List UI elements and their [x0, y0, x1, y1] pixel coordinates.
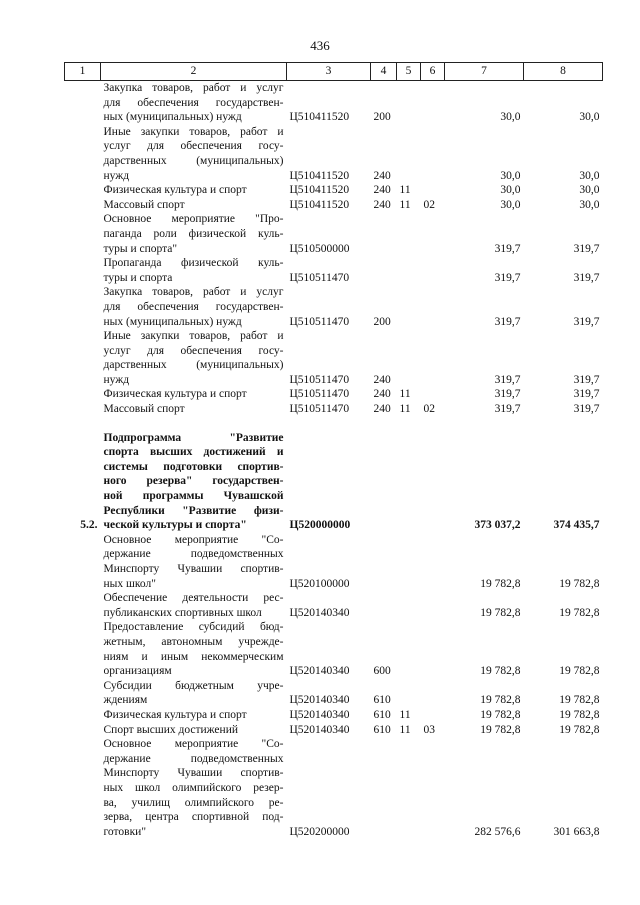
row-name [101, 431, 287, 533]
name-line: Закупка товаров, работ и услуг [103, 286, 284, 299]
name-line: ниям и иным некоммерческим [103, 650, 284, 663]
name-line: ных школ" [103, 577, 156, 590]
name-line: держание подведомственных [103, 548, 284, 561]
amount-col7: 373 037,2 [474, 519, 521, 532]
section-code [397, 125, 421, 183]
name-line: ного резерва" государствен- [103, 475, 284, 488]
expense-type: 600 [373, 665, 391, 678]
table-row [65, 387, 603, 402]
expense-type: 240 [373, 169, 391, 182]
row-number [65, 708, 101, 723]
expense-type [371, 737, 397, 839]
subsection-code: 02 [423, 198, 435, 211]
amount-col8: 19 782,8 [559, 665, 600, 678]
section-code [397, 256, 421, 285]
name-line: держание подведомственных [103, 752, 284, 765]
row-number [65, 387, 101, 402]
amount-col7: 319,7 [494, 271, 521, 284]
row-number [65, 183, 101, 198]
table-body [65, 81, 603, 840]
header-row [65, 63, 603, 81]
name-line: Физическая культура и спорт [103, 184, 247, 197]
section-code: 11 [399, 723, 411, 736]
expense-type: 200 [373, 111, 391, 124]
name-line: Обеспечение деятельности рес- [103, 592, 284, 605]
name-line: ных (муниципальных) нужд [103, 315, 242, 328]
row-number [65, 256, 101, 285]
subsection-code [421, 81, 445, 125]
name-line: ческой культуры и спорта" [103, 519, 247, 532]
target-code: Ц510500000 [289, 242, 350, 255]
subsection-code: 03 [423, 723, 435, 736]
row-name [101, 212, 287, 256]
expense-type: 240 [373, 184, 391, 197]
row-number [65, 723, 101, 738]
row-number [65, 737, 101, 839]
section-code: 11 [399, 198, 411, 211]
row-number [65, 620, 101, 678]
row-number [65, 285, 101, 329]
target-code: Ц510411520 [289, 111, 350, 124]
row-name [101, 402, 287, 417]
section-code: 11 [399, 388, 411, 401]
row-name [101, 198, 287, 213]
amount-col7: 319,7 [494, 403, 521, 416]
name-line: паганда роли физической куль- [103, 227, 284, 240]
name-line: для обеспечения государствен- [103, 96, 284, 109]
target-code: Ц520140340 [289, 723, 350, 736]
amount-col8: 19 782,8 [559, 606, 600, 619]
table-row [65, 256, 603, 285]
name-line: Республики "Развитие физи- [103, 504, 284, 517]
section-code: 11 [399, 184, 411, 197]
table-row [65, 125, 603, 183]
target-code: Ц520140340 [289, 708, 350, 721]
row-number [65, 198, 101, 213]
target-code: Ц510511470 [289, 373, 350, 386]
subsection-code [421, 285, 445, 329]
table-row [65, 431, 603, 533]
amount-col7: 19 782,8 [480, 665, 521, 678]
target-code: Ц520200000 [289, 825, 350, 838]
section-code [397, 329, 421, 387]
name-line: ждениям [103, 694, 148, 707]
subsection-code: 02 [423, 403, 435, 416]
amount-col7: 319,7 [494, 373, 521, 386]
row-name [101, 285, 287, 329]
amount-col8: 301 663,8 [553, 825, 600, 838]
name-line: дарственных (муниципальных) [103, 154, 284, 167]
table-row [65, 329, 603, 387]
row-number: 5.2. [80, 519, 98, 532]
table-row [65, 198, 603, 213]
col-header-4: 4 [371, 63, 397, 81]
row-number [65, 402, 101, 417]
name-line: готовки" [103, 825, 147, 838]
amount-col7: 19 782,8 [480, 723, 521, 736]
name-line: Основное мероприятие "Со- [103, 738, 284, 751]
subsection-code [421, 679, 445, 708]
subsection-code [421, 387, 445, 402]
name-line: публиканских спортивных школ [103, 606, 262, 619]
amount-col8: 19 782,8 [559, 694, 600, 707]
name-line: ва, училищ олимпийского ре- [103, 796, 284, 809]
table-row [65, 620, 603, 678]
amount-col8: 30,0 [579, 184, 600, 197]
row-name [101, 708, 287, 723]
expense-type: 610 [373, 694, 391, 707]
expense-type [371, 212, 397, 256]
row-name [101, 125, 287, 183]
section-code [397, 431, 421, 533]
table-row [65, 679, 603, 708]
table-header [65, 63, 603, 81]
amount-col7: 282 576,6 [474, 825, 521, 838]
row-name [101, 81, 287, 125]
amount-col8: 30,0 [579, 198, 600, 211]
amount-col7: 319,7 [494, 388, 521, 401]
section-code [397, 81, 421, 125]
expense-type: 240 [373, 373, 391, 386]
col-header-2: 2 [101, 63, 287, 81]
amount-col8: 19 782,8 [559, 708, 600, 721]
section-code [397, 737, 421, 839]
name-line: Предоставление субсидий бюд- [103, 621, 284, 634]
row-name [101, 723, 287, 738]
name-line: спорта высших достижений и [103, 446, 284, 459]
amount-col8: 319,7 [573, 315, 600, 328]
amount-col7: 319,7 [494, 315, 521, 328]
table-row [65, 212, 603, 256]
amount-col8: 319,7 [573, 242, 600, 255]
col-header-1: 1 [65, 63, 101, 81]
target-code: Ц520140340 [289, 694, 350, 707]
subsection-code [421, 183, 445, 198]
row-number [65, 212, 101, 256]
amount-col7: 30,0 [500, 169, 521, 182]
name-line: туры и спорта" [103, 242, 178, 255]
amount-col7: 30,0 [500, 198, 521, 211]
amount-col8: 30,0 [579, 111, 600, 124]
name-line: Минспорту Чувашии спортив- [103, 563, 284, 575]
target-code: Ц510411520 [289, 184, 350, 197]
amount-col8: 19 782,8 [559, 577, 600, 590]
target-code: Ц510511470 [289, 315, 350, 328]
table-row [65, 81, 603, 125]
expense-type: 240 [373, 403, 391, 416]
row-name [101, 183, 287, 198]
budget-table [64, 62, 603, 839]
expense-type: 240 [373, 388, 391, 401]
section-code [397, 212, 421, 256]
section-code [397, 591, 421, 620]
target-code: Ц520140340 [289, 606, 350, 619]
name-line: Массовый спорт [103, 403, 185, 416]
amount-col8: 319,7 [573, 373, 600, 386]
name-line: Иные закупки товаров, работ и [103, 330, 284, 343]
name-line: зерва, центра спортивной под- [103, 811, 284, 824]
section-code: 11 [399, 708, 411, 721]
amount-col8: 19 782,8 [559, 723, 600, 736]
expense-type [371, 431, 397, 533]
row-number [65, 81, 101, 125]
row-number [65, 533, 101, 591]
name-line: Пропаганда физической куль- [103, 257, 284, 270]
subsection-code [421, 533, 445, 591]
expense-type [371, 256, 397, 285]
name-line: нужд [103, 169, 130, 182]
expense-type: 610 [373, 723, 391, 736]
expense-type: 240 [373, 198, 391, 211]
name-line: жетным, автономным учрежде- [103, 635, 284, 648]
expense-type [371, 533, 397, 591]
amount-col7: 30,0 [500, 111, 521, 124]
section-code [397, 679, 421, 708]
subsection-code [421, 212, 445, 256]
name-line: Закупка товаров, работ и услуг [103, 82, 284, 94]
expense-type: 610 [373, 708, 391, 721]
table-row [65, 591, 603, 620]
row-name [101, 256, 287, 285]
subsection-code [421, 591, 445, 620]
name-line: Физическая культура и спорт [103, 388, 247, 401]
row-name [101, 737, 287, 839]
target-code: Ц510511470 [289, 271, 350, 284]
col-header-6: 6 [421, 63, 445, 81]
subsection-code [421, 329, 445, 387]
subsection-code [421, 125, 445, 183]
table-row [65, 737, 603, 839]
col-header-7: 7 [445, 63, 524, 81]
expense-type: 200 [373, 315, 391, 328]
name-line: системы подготовки спортив- [103, 460, 284, 473]
table-row [65, 533, 603, 591]
name-line: Массовый спорт [103, 198, 185, 211]
amount-col7: 319,7 [494, 242, 521, 255]
name-line: организациям [103, 665, 172, 678]
name-line: Минспорту Чувашии спортив- [103, 767, 284, 780]
spacer-row [65, 417, 603, 431]
row-number [65, 125, 101, 183]
name-line: услуг для обеспечения госу- [103, 140, 284, 153]
amount-col7: 30,0 [500, 184, 521, 197]
row-number [65, 329, 101, 387]
amount-col7: 19 782,8 [480, 577, 521, 590]
name-line: Субсидии бюджетным учре- [103, 679, 284, 692]
page-number: 436 [310, 38, 330, 53]
amount-col7: 19 782,8 [480, 694, 521, 707]
name-line: Иные закупки товаров, работ и [103, 125, 284, 138]
section-code [397, 285, 421, 329]
subsection-code [421, 256, 445, 285]
amount-col8: 319,7 [573, 271, 600, 284]
row-name [101, 620, 287, 678]
target-code: Ц510511470 [289, 388, 350, 401]
section-code [397, 620, 421, 678]
row-name [101, 679, 287, 708]
amount-col8: 319,7 [573, 403, 600, 416]
name-line: Физическая культура и спорт [103, 708, 247, 721]
name-line: услуг для обеспечения госу- [103, 344, 284, 357]
name-line: для обеспечения государствен- [103, 300, 284, 313]
amount-col8: 30,0 [579, 169, 600, 182]
col-header-5: 5 [397, 63, 421, 81]
name-line: туры и спорта [103, 271, 173, 284]
target-code: Ц510411520 [289, 169, 350, 182]
amount-col7: 19 782,8 [480, 606, 521, 619]
name-line: Спорт высших достижений [103, 723, 239, 736]
amount-col7: 19 782,8 [480, 708, 521, 721]
row-name [101, 387, 287, 402]
section-code [397, 533, 421, 591]
name-line: Основное мероприятие "Про- [103, 213, 284, 226]
table-row [65, 183, 603, 198]
name-line: Подпрограмма "Развитие [103, 431, 284, 444]
col-header-8: 8 [524, 63, 603, 81]
target-code: Ц520000000 [289, 519, 351, 532]
table-row [65, 708, 603, 723]
target-code: Ц520140340 [289, 665, 350, 678]
name-line: дарственных (муниципальных) [103, 359, 284, 372]
spacer-cell [65, 417, 603, 431]
subsection-code [421, 431, 445, 533]
subsection-code [421, 737, 445, 839]
row-name [101, 329, 287, 387]
row-number [65, 679, 101, 708]
subsection-code [421, 620, 445, 678]
col-header-3: 3 [287, 63, 371, 81]
subsection-code [421, 708, 445, 723]
expense-type [371, 591, 397, 620]
row-number [65, 591, 101, 620]
table-row [65, 285, 603, 329]
name-line: ной программы Чувашской [103, 490, 284, 503]
name-line: Основное мероприятие "Со- [103, 533, 284, 546]
section-code: 11 [399, 403, 411, 416]
table-row [65, 402, 603, 417]
name-line: ных (муниципальных) нужд [103, 111, 242, 124]
amount-col8: 319,7 [573, 388, 600, 401]
table-row [65, 723, 603, 738]
target-code: Ц510511470 [289, 403, 350, 416]
name-line: нужд [103, 373, 130, 386]
target-code: Ц510411520 [289, 198, 350, 211]
amount-col8: 374 435,7 [553, 519, 600, 532]
name-line: ных школ олимпийского резер- [103, 781, 284, 794]
row-name [101, 591, 287, 620]
row-name [101, 533, 287, 591]
target-code: Ц520100000 [289, 577, 350, 590]
